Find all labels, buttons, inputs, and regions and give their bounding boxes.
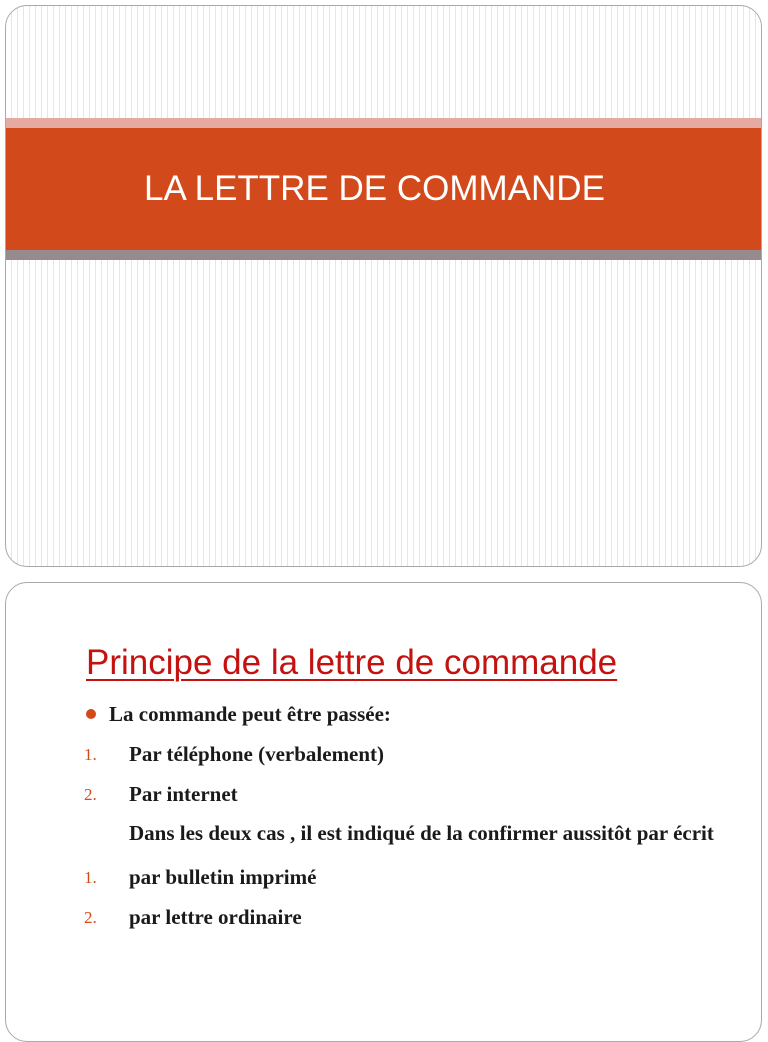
list-item-text: Dans les deux cas , il est indiqué de la confirmer aussitôt par écrit (129, 821, 714, 845)
list-marker: 2. (84, 908, 97, 927)
list-item (84, 781, 724, 807)
list-item (84, 741, 724, 767)
list-marker: 1. (84, 745, 97, 764)
title-band (6, 128, 761, 250)
list-item-note (84, 817, 724, 850)
list-item (84, 904, 724, 930)
slide-title: LA LETTRE DE COMMANDE (144, 169, 605, 208)
slide-heading: Principe de la lettre de commande (86, 643, 618, 682)
title-bottom-stripe (6, 250, 761, 260)
title-top-stripe (6, 118, 761, 128)
list-item (84, 864, 724, 890)
bullet-dot-icon (86, 709, 96, 719)
bullet-item (84, 701, 724, 727)
title-slide (5, 5, 762, 567)
list-marker: 2. (84, 785, 97, 804)
list-item-text: Par téléphone (verbalement) (129, 742, 385, 766)
slide-content (84, 701, 724, 944)
content-slide (5, 582, 762, 1042)
list-marker: 1. (84, 868, 97, 887)
list-item-text: Par internet (129, 782, 238, 806)
bullet-text: La commande peut être passée: (109, 702, 391, 726)
list-item-text: par lettre ordinaire (129, 905, 302, 929)
list-item-text: par bulletin imprimé (129, 865, 317, 889)
